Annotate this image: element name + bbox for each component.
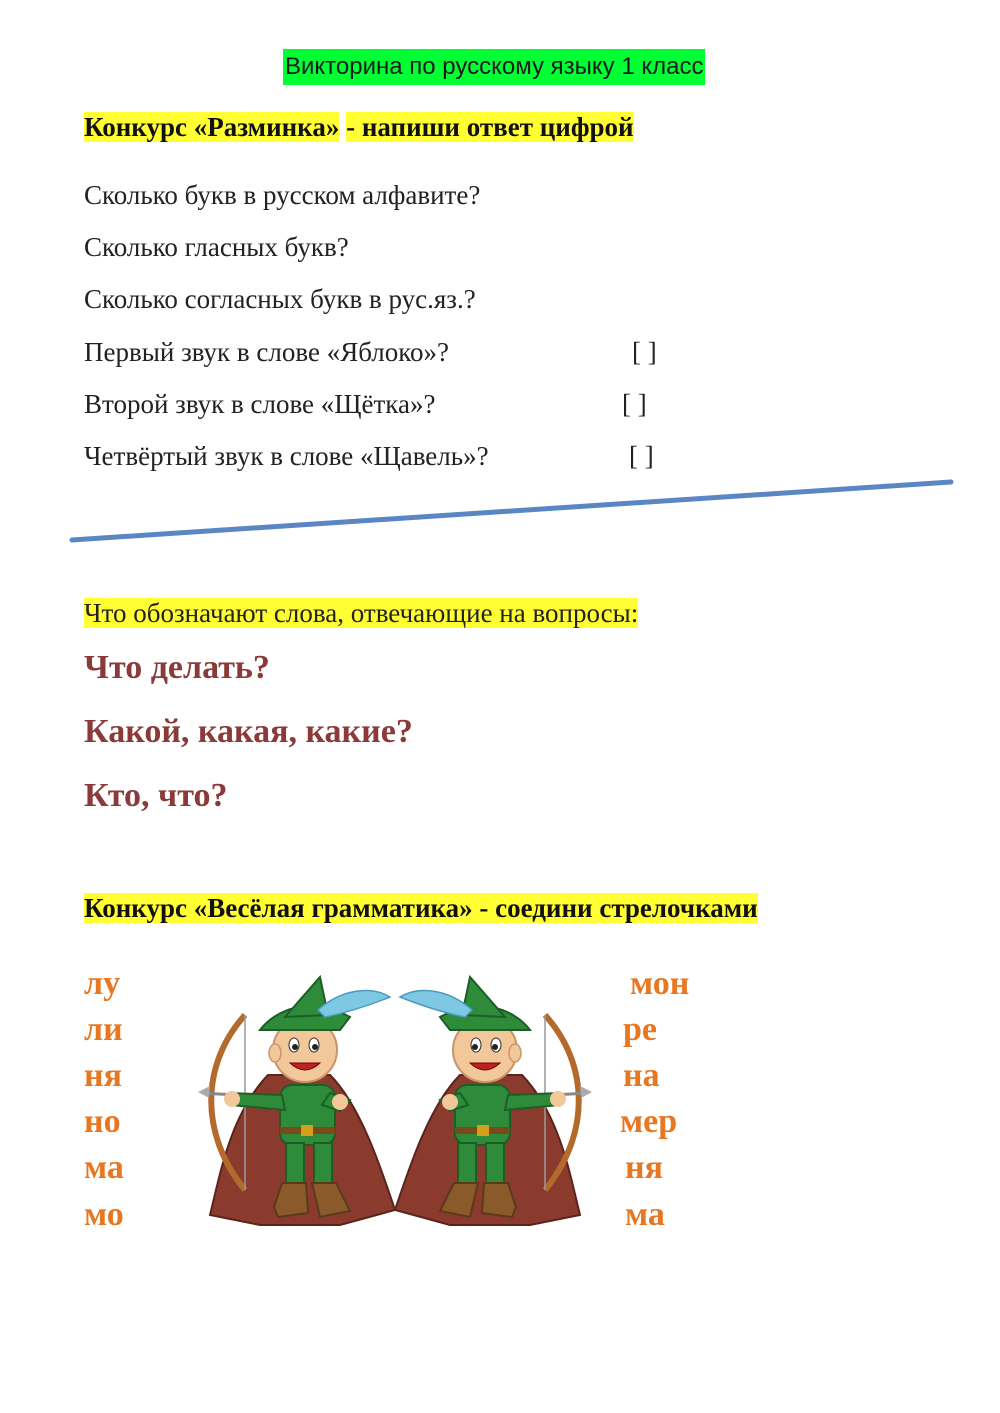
warmup-heading-title: Конкурс «Разминка»: [84, 112, 340, 142]
answer-bracket-5[interactable]: [ ]: [622, 389, 647, 419]
grammar-heading-text: Конкурс «Весёлая грамматика» - соедини стрелочками: [84, 893, 758, 923]
question-6: Четвёртый звук в слове «Щавель»?: [84, 441, 489, 471]
meaning-heading-text: Что обозначают слова, отвечающие на вопросы:: [84, 598, 639, 628]
warmup-heading: [84, 110, 634, 144]
left-syllable-4: но: [84, 1103, 121, 1140]
left-syllable-2: ли: [84, 1011, 123, 1048]
question-word-2: Какой, какая, какие?: [84, 713, 413, 750]
question-3: Сколько согласных букв в рус.яз.?: [84, 284, 476, 314]
right-syllable-5: ня: [625, 1149, 663, 1186]
right-syllable-6: ма: [625, 1196, 665, 1233]
grammar-heading: [84, 891, 758, 925]
answer-bracket-4[interactable]: [ ]: [632, 337, 657, 367]
right-syllable-3: на: [623, 1057, 660, 1094]
left-syllable-1: лу: [84, 965, 121, 1002]
right-syllable-1: мон: [630, 965, 690, 1002]
meaning-heading: [84, 596, 638, 630]
question-word-1: Что делать?: [84, 649, 270, 686]
left-syllable-6: мо: [84, 1196, 124, 1233]
question-2: Сколько гласных букв?: [84, 232, 349, 262]
divider-line: [0, 470, 1000, 560]
page-title: Викторина по русскому языку 1 класс: [283, 49, 705, 85]
answer-bracket-6[interactable]: [ ]: [629, 441, 654, 471]
question-word-3: Кто, что?: [84, 777, 228, 814]
right-syllable-2: ре: [623, 1011, 657, 1048]
archers-illustration: [190, 975, 610, 1240]
left-syllable-5: ма: [84, 1149, 124, 1186]
warmup-heading-instruction: - напиши ответ цифрой: [346, 112, 634, 142]
left-syllable-3: ня: [84, 1057, 122, 1094]
question-5: Второй звук в слове «Щётка»?: [84, 389, 436, 419]
question-1: Сколько букв в русском алфавите?: [84, 180, 481, 210]
question-4: Первый звук в слове «Яблоко»?: [84, 337, 449, 367]
right-syllable-4: мер: [620, 1103, 678, 1140]
